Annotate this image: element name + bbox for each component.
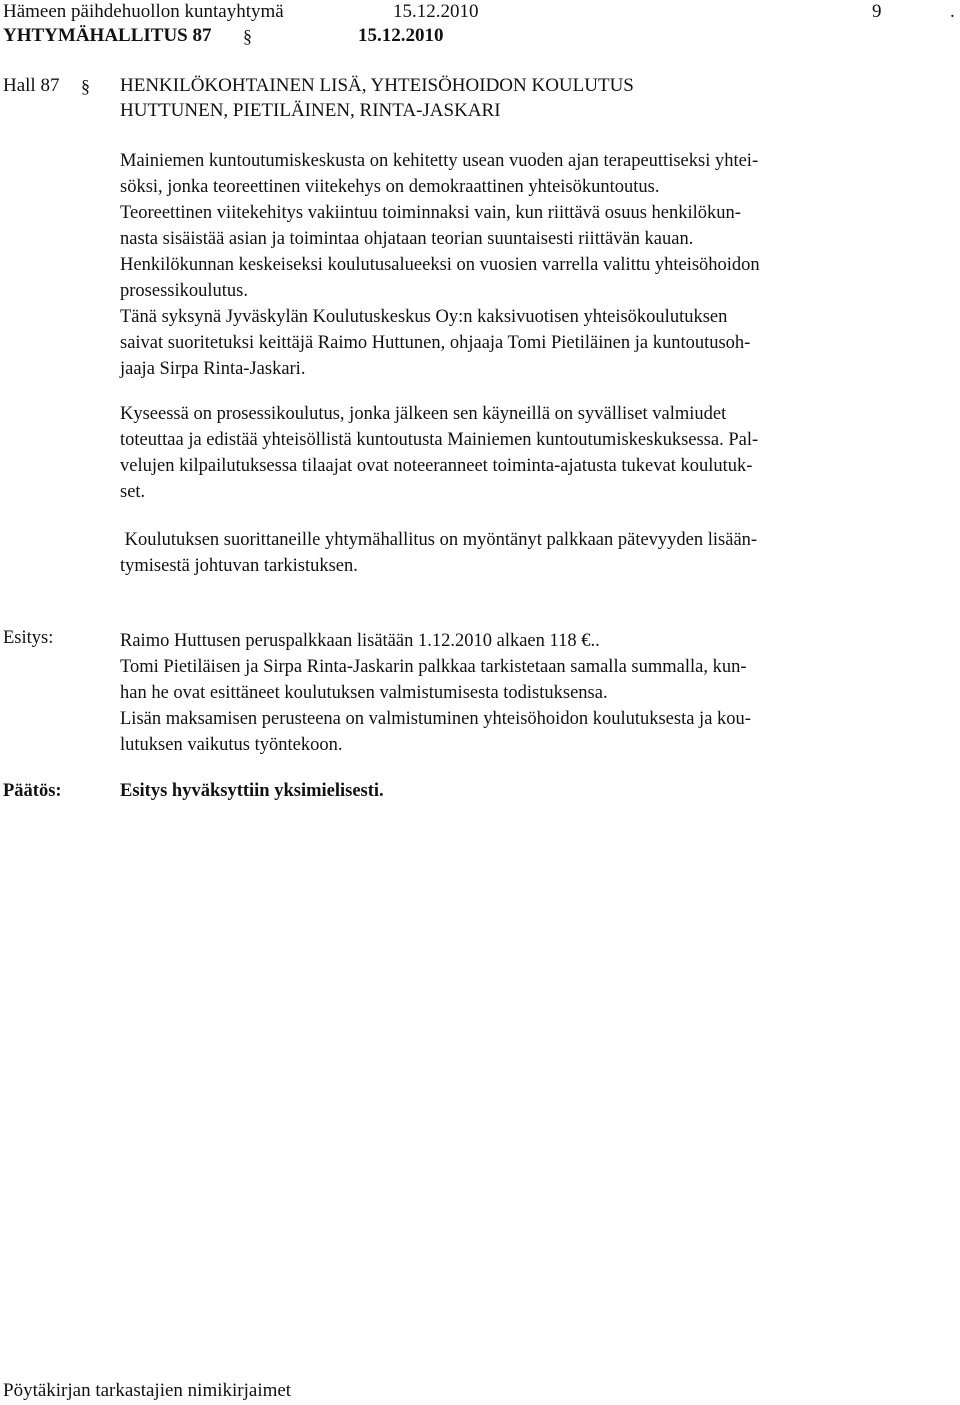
- text-line: nasta sisäistää asian ja toimintaa ohjataan teorian suuntaisesti riittävän kauan.: [120, 229, 694, 249]
- text-line: Tomi Pietiläisen ja Sirpa Rinta-Jaskarin palkkaa tarkistetaan samalla summalla, kun-: [120, 657, 747, 677]
- text-line: jaaja Sirpa Rinta-Jaskari.: [120, 359, 306, 379]
- section-number: Hall 87: [3, 75, 60, 96]
- header-date: 15.12.2010: [393, 1, 479, 22]
- text-line: Teoreettinen viitekehitys vakiintuu toiminnaksi vain, kun riittävä osuus henkilökun-: [120, 203, 741, 223]
- text-line: velujen kilpailutuksessa tilaajat ovat noteeranneet toiminta-ajatusta tukevat koulutuk-: [120, 456, 753, 476]
- page-number: 9: [872, 1, 882, 22]
- text-line: Koulutuksen suorittaneille yhtymähallitus on myöntänyt palkkaan pätevyyden lisään-: [120, 530, 758, 550]
- text-line: tymisestä johtuvan tarkistuksen.: [120, 556, 358, 576]
- text-line: Kyseessä on prosessikoulutus, jonka jälkeen sen käyneillä on syvälliset valmiudet: [120, 404, 727, 424]
- text-line: Henkilökunnan keskeiseksi koulutusalueeksi on vuosien varrella valittu yhteisöhoidon: [120, 255, 760, 275]
- text-line: lutuksen vaikutus työntekoon.: [120, 735, 343, 755]
- section-title-line: HENKILÖKOHTAINEN LISÄ, YHTEISÖHOIDON KOULUTUS: [120, 75, 634, 96]
- text-line: Raimo Huttusen peruspalkkaan lisätään 1.12.2010 alkaen 118 €..: [120, 631, 600, 651]
- text-line: Lisän maksamisen perusteena on valmistuminen yhteisöhoidon koulutuksesta ja kou-: [120, 709, 751, 729]
- text-line: Tänä syksynä Jyväskylän Koulutuskeskus Oy:n kaksivuotisen yhteisökoulutuksen: [120, 307, 728, 327]
- page-number-dot: .: [950, 1, 955, 22]
- decision-label: Päätös:: [3, 781, 62, 801]
- training-description-paragraph: [120, 401, 880, 505]
- background-paragraph: [120, 148, 880, 382]
- text-line: saivat suoritetuksi keittäjä Raimo Huttunen, ohjaaja Tomi Pietiläinen ja kuntoutusoh-: [120, 333, 751, 353]
- text-line: set.: [120, 482, 146, 502]
- footer-initials-label: Pöytäkirjan tarkastajien nimikirjaimet: [3, 1380, 292, 1401]
- section-symbol: §: [243, 26, 252, 46]
- text-line: Mainiemen kuntoutumiskeskusta on kehitetty usean vuoden ajan terapeuttiseksi yhtei-: [120, 151, 759, 171]
- text-line: söksi, jonka teoreettinen viitekehys on demokraattinen yhteisökuntoutus.: [120, 177, 660, 197]
- meeting-date: 15.12.2010: [358, 25, 444, 46]
- decision-text: Esitys hyväksyttiin yksimielisesti.: [120, 781, 384, 801]
- text-line: toteuttaa ja edistää yhteisöllistä kuntoutusta Mainiemen kuntoutumiskeskuksessa. Pal-: [120, 430, 759, 450]
- text-line: prosessikoulutus.: [120, 281, 248, 301]
- salary-review-paragraph: [120, 527, 880, 579]
- organization-name: Hämeen päihdehuollon kuntayhtymä: [3, 1, 284, 22]
- proposal-label: Esitys:: [3, 628, 54, 648]
- board-meeting-label: YHTYMÄHALLITUS 87: [3, 25, 212, 46]
- text-line: han he ovat esittäneet koulutuksen valmistumisesta todistuksensa.: [120, 683, 608, 703]
- section-title-line: HUTTUNEN, PIETILÄINEN, RINTA-JASKARI: [120, 100, 501, 121]
- proposal-text: [120, 628, 880, 758]
- section-paragraph-symbol: §: [81, 76, 90, 96]
